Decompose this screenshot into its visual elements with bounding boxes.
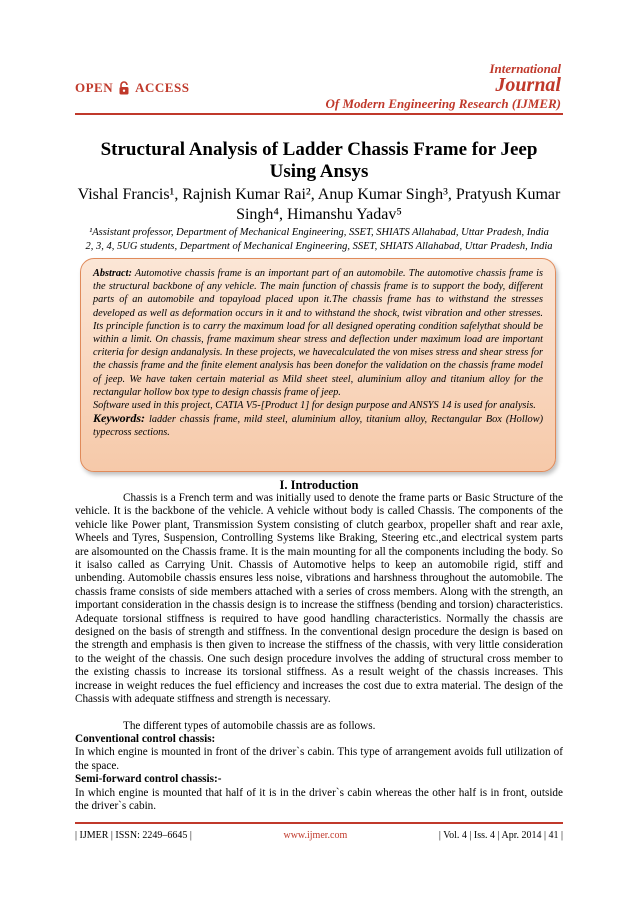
authors-line-1: Vishal Francis¹, Rajnish Kumar Rai², Anup Kumar Singh³, Pratyush Kumar	[77, 186, 561, 203]
affiliations	[75, 226, 563, 254]
abstract-body: Automotive chassis frame is an important part of an automobile. The automotive chassis frame is the structural backbone of any vehicle. The main function of chassis frame is to support the body, different parts of an automobile and topayload placed upon it.The chassis frame has to withstand the stresses developed as well as deformation occurs in it and to withstand the shock, twist vibration and other stresses. Its principle function is to carry the maximum load for all designed operating condition safelythat should be within a limit. On chassis, frame maximum shear stress and deflection under maximum load are important criteria for design andanalysis. In these projects, we havecalculated the von mises stress and shear stress for the chassis frame and the finite element analysis has been donefor the validation on the chassis frame model of jeep. We have taken certain material as Mild sheet steel, aluminium alloy and titanium alloy for the rectangular hollow box type to design chassis frame of jeep.	[93, 268, 543, 398]
footer-rule	[75, 822, 563, 824]
body-text	[75, 492, 563, 813]
journal-subtitle: Of Modern Engineering Research (IJMER)	[325, 96, 561, 111]
abstract-label: Abstract:	[93, 268, 132, 279]
paper-title: Structural Analysis of Ladder Chassis Frame for Jeep Using Ansys	[100, 139, 538, 182]
page-footer	[75, 830, 563, 841]
open-label: OPEN	[75, 80, 114, 95]
journal-international: International	[489, 61, 561, 76]
header-rule	[75, 113, 563, 115]
footer-volume: | Vol. 4 | Iss. 4 | Apr. 2014 | 41 |	[438, 830, 563, 841]
journal-name: Journal	[495, 74, 561, 96]
open-access-logo	[75, 80, 189, 96]
keywords	[93, 412, 543, 439]
keywords-text: ladder chassis frame, mild steel, aluminium alloy, titanium alloy, Rectangular Box (Hollow) typecross sections.	[93, 414, 543, 439]
section-heading: I. Introduction	[279, 478, 359, 492]
authors-line-2: Singh⁴, Himanshu Yadav⁵	[236, 206, 402, 223]
footer-issn: | IJMER | ISSN: 2249–6645 |	[75, 830, 192, 841]
types-paragraph: The different types of automobile chassis are as follows.	[123, 719, 376, 732]
subheading-conventional: Conventional control chassis:	[75, 732, 216, 745]
subheading-semi-forward: Semi-forward control chassis:-	[75, 773, 222, 786]
access-label: ACCESS	[135, 80, 190, 95]
abstract-software: Software used in this project, CATIA V5-[Product 1] for design purpose and ANSYS 14 is used for analysis.	[93, 400, 536, 412]
semi-forward-text: In which engine is mounted that half of it is in the driver`s cabin whereas the other half is in front, outside the driver`s cabin.	[75, 786, 563, 812]
affiliation-2: 2, 3, 4, 5UG students, Department of Mechanical Engineering, SSET, SHIATS Allahabad, Uttar Pradesh, India	[85, 241, 553, 252]
abstract-text	[93, 267, 543, 399]
open-lock-icon	[119, 81, 129, 95]
affiliation-1: ¹Assistant professor, Department of Mechanical Engineering, SSET, SHIATS Allahabad, Uttar Pradesh, India	[89, 227, 549, 238]
footer-url-link[interactable]: www.ijmer.com	[283, 830, 348, 841]
intro-paragraph: Chassis is a French term and was initially used to denote the frame parts or Basic Structure of the vehicle. It is the backbone of the vehicle. A vehicle without body is called Chassis. The components of the vehicle like Power plant, Transmission System consisting of clutch gearbox, propeller shaft and rear axle, Wheels and Tyres, Suspension, Controlling Systems like Braking, Steering etc.,and electrical system parts are alsomounted on the Chassis frame. It is the main mounting for all the components including the body. So it isalso called as Carrying Unit. Chassis of Automotive helps to keep an automobile rigid, stiff and unbending. Automobile chassis ensures less noise, vibrations and harshness throughout the automobile. The chassis frame consists of side members attached with a series of cross members. Along with the strength, an important consideration in the chassis design is to increase the stiffness (bending and torsion) characteristics. Adequate torsional stiffness is required to have good handling characteristics. Normally the chassis are designed on the basis of strength and stiffness. In the conventional design procedure the design is based on the strength and emphasis is then given to increase the stiffness of the chassis, with very little consideration to the weight of the chassis. One such design procedure involves the adding of structural cross member to the existing chassis to increase its torsional stiffness. As a result weight of the chassis increases. This increase in weight reduces the fuel efficiency and increases the cost due to extra material. The design of the Chassis with adequate stiffness and strength is necessary.	[75, 492, 563, 706]
abstract-box	[80, 258, 556, 472]
keywords-label: Keywords:	[93, 411, 145, 426]
conventional-text: In which engine is mounted in front of the driver`s cabin. This type of arrangement avoids full utilization of the space.	[75, 746, 563, 772]
author-list	[75, 185, 563, 225]
